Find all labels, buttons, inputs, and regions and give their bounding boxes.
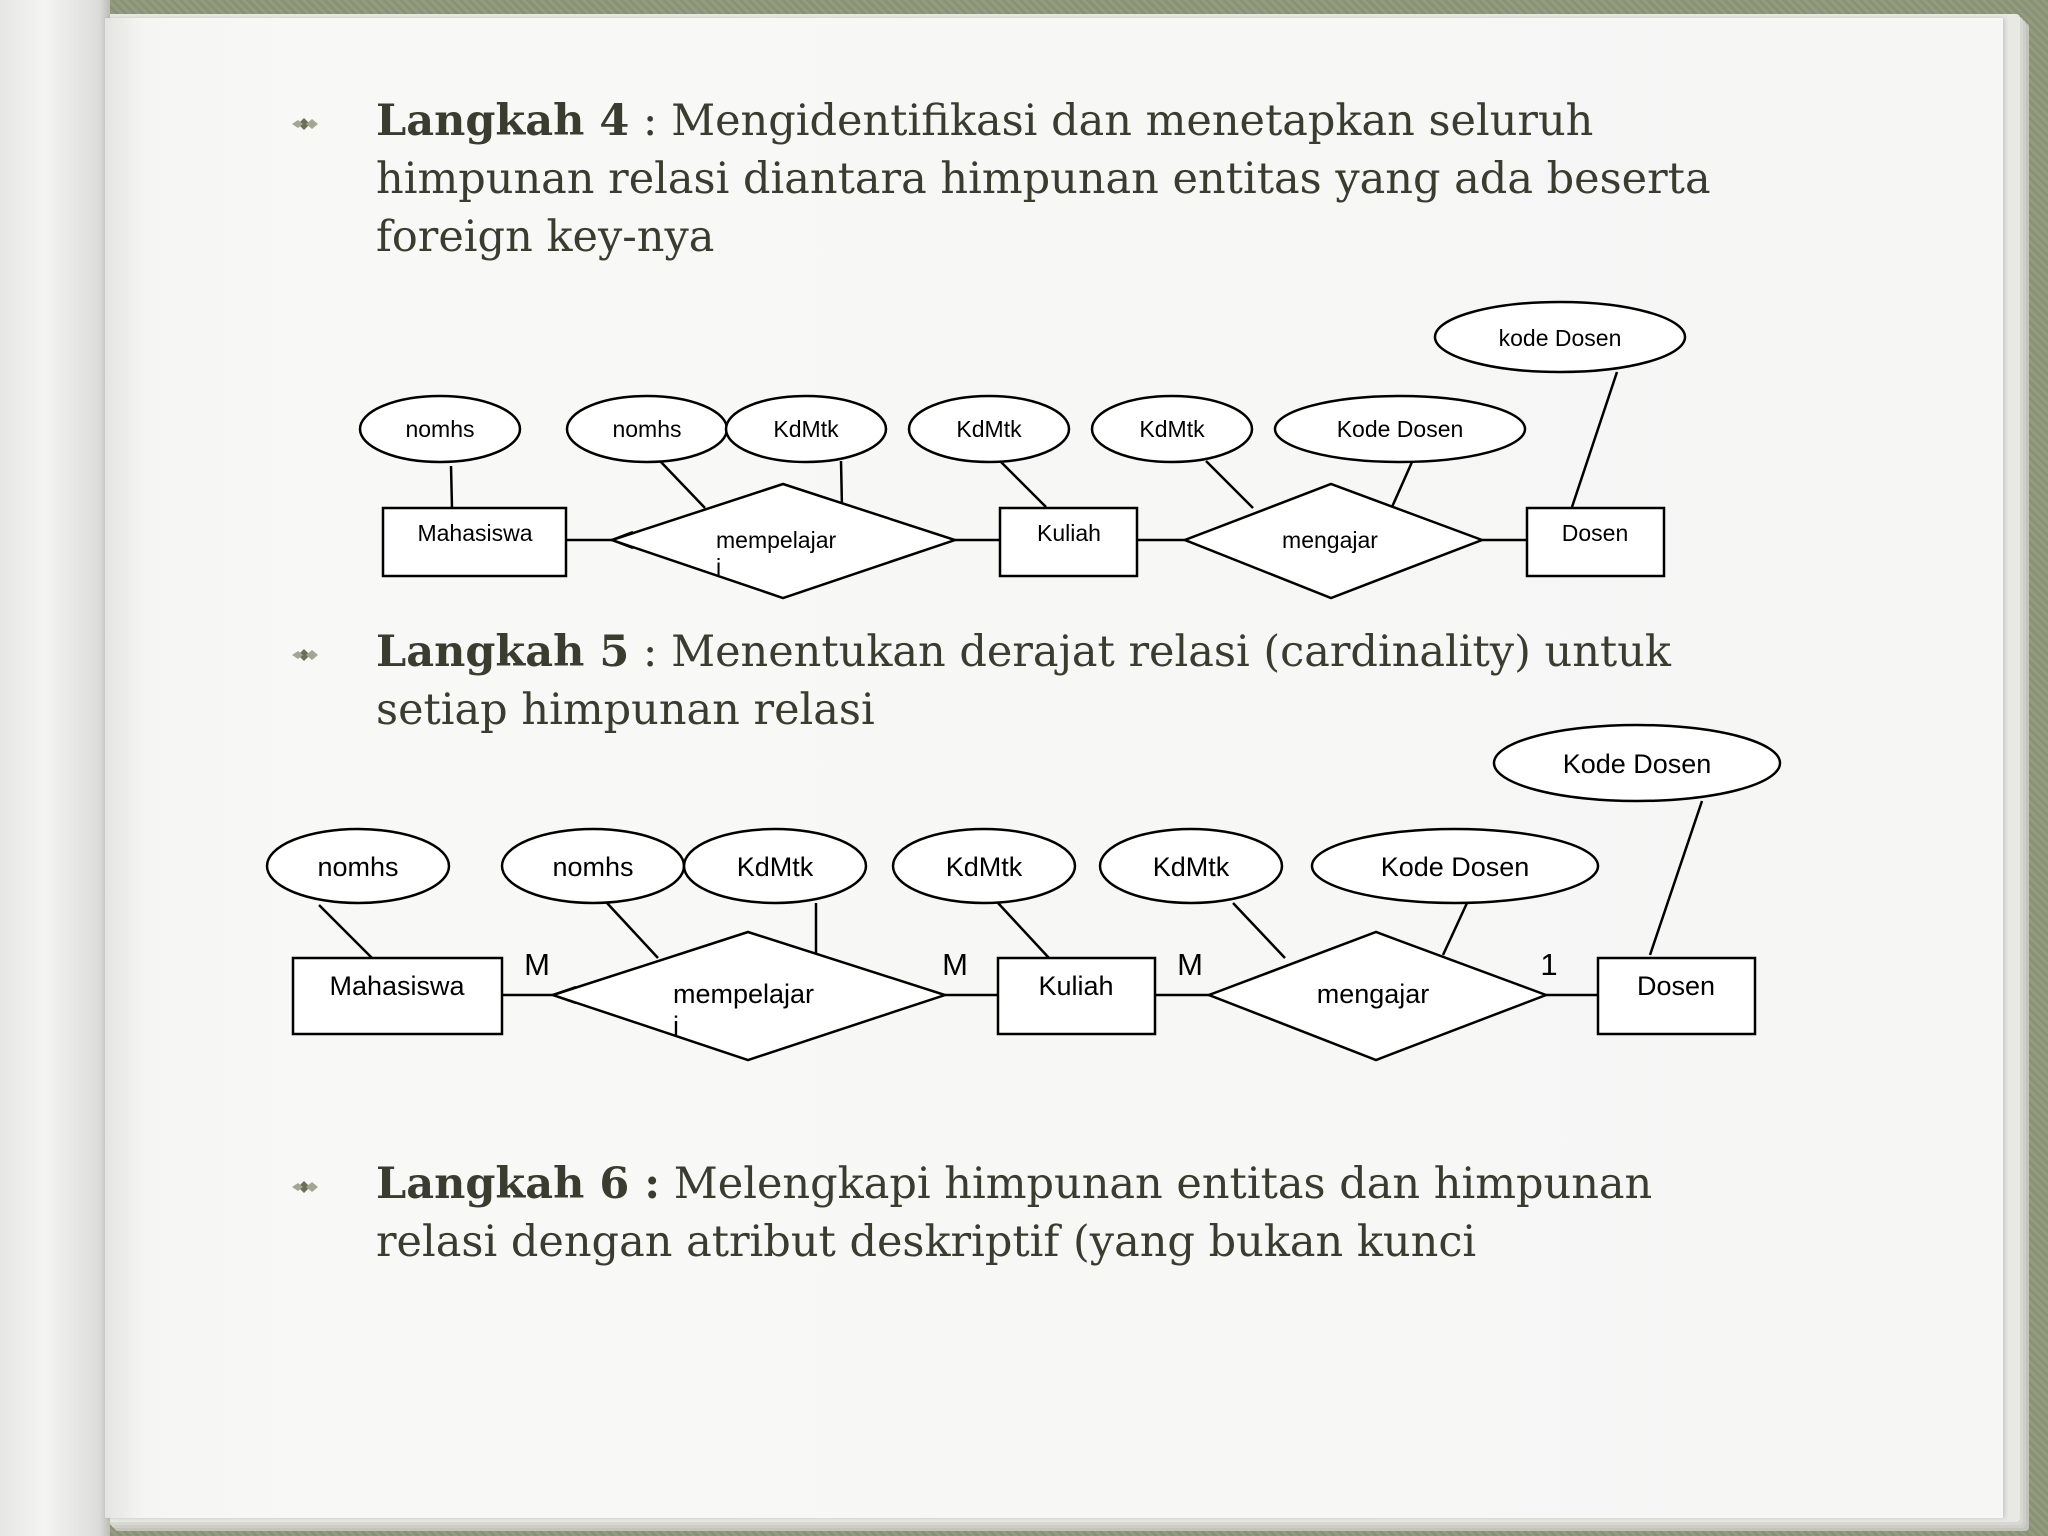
attribute-label: KdMtk (945, 852, 1023, 882)
step-4-label: Langkah 4 (376, 96, 630, 146)
attr-link (998, 903, 1049, 958)
attr-link (607, 903, 658, 958)
attr-link (841, 461, 842, 508)
entity-label: Kuliah (1038, 971, 1114, 1001)
cardinality-label: M (1177, 947, 1203, 982)
attr-link (1572, 372, 1617, 507)
relationship-label: mengajar (1316, 979, 1430, 1009)
attribute-label: nomhs (612, 416, 682, 442)
attr-link (1000, 461, 1046, 507)
relationship-label-wrap: i (716, 554, 722, 580)
attribute-label: nomhs (552, 852, 634, 882)
attribute-label: Kode Dosen (1562, 749, 1712, 779)
attr-link (1233, 903, 1285, 958)
attribute-label: Kode Dosen (1336, 416, 1464, 442)
entity-label: Mahasiswa (417, 520, 533, 546)
attr-link (660, 461, 705, 508)
attr-link (1443, 903, 1467, 955)
step-5-separator: : (629, 627, 672, 677)
step-6-body: Melengkapi himpunan entitas dan himpunan relasi dengan atribut deskriptif (yang bukan kunci (376, 1159, 1653, 1267)
entity-label: Dosen (1636, 971, 1716, 1001)
attribute-label: KdMtk (773, 416, 839, 442)
attr-link (1392, 462, 1412, 507)
entity-label: Kuliah (1037, 520, 1101, 546)
attr-link (451, 466, 452, 508)
step-5-label: Langkah 5 (376, 627, 630, 677)
relationship-label: mempelajar (716, 527, 837, 553)
er-diagram-2 (267, 725, 1780, 1060)
cardinality-label: M (524, 947, 550, 982)
attribute-label: KdMtk (1152, 852, 1230, 882)
attribute-label: kode Dosen (1498, 325, 1622, 351)
er-diagram-1 (360, 302, 1685, 598)
attribute-label: nomhs (405, 416, 475, 442)
relationship-label: mempelajar (673, 979, 815, 1009)
relationship-label-wrap: i (673, 1011, 679, 1041)
attr-link (1650, 801, 1702, 955)
attr-link (319, 905, 372, 958)
step-6-label: Langkah 6 : (376, 1159, 661, 1209)
attribute-label: KdMtk (1139, 416, 1205, 442)
attribute-label: nomhs (317, 852, 399, 882)
attribute-label: KdMtk (736, 852, 814, 882)
step-4-body: Mengidentifikasi dan menetapkan seluruh himpunan relasi diantara himpunan entitas yang ada beserta foreign key-nya (376, 96, 1711, 262)
cardinality-label: 1 (1540, 947, 1558, 982)
cardinality-label: M (942, 947, 968, 982)
entity-label: Mahasiswa (329, 971, 465, 1001)
step-4-separator: : (629, 96, 672, 146)
attribute-label: Kode Dosen (1380, 852, 1530, 882)
attribute-label: KdMtk (956, 416, 1022, 442)
relationship-label: mengajar (1282, 527, 1378, 553)
entity-label: Dosen (1561, 520, 1629, 546)
attr-link (1206, 461, 1253, 508)
step-5-body: Menentukan derajat relasi (cardinality) untuk setiap himpunan relasi (376, 627, 1671, 735)
